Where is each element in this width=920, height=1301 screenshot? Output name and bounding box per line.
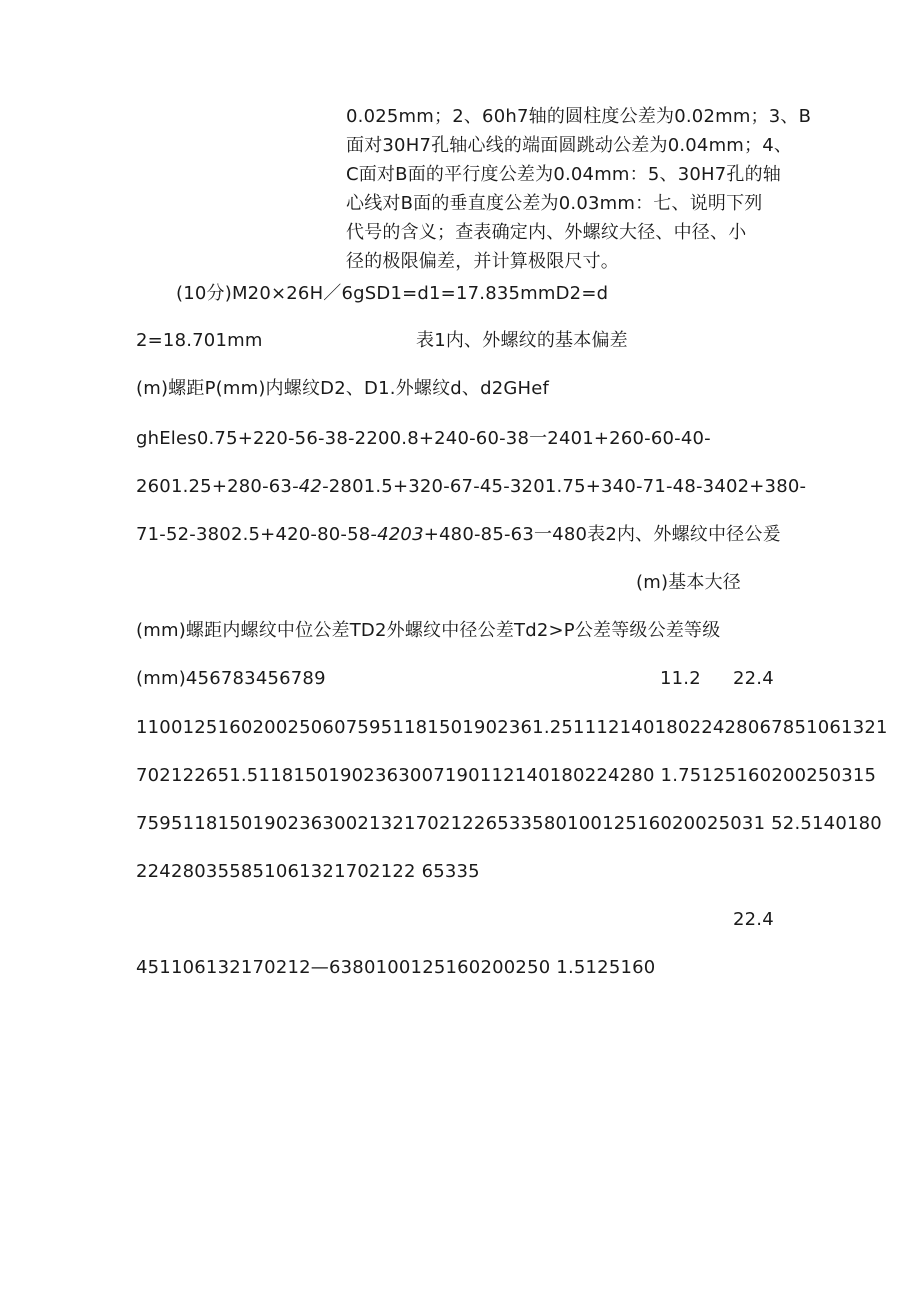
last-row: 451106132170212—6380100125160200250 1.5125160 [136,957,656,978]
range-c: 22.4 [733,909,774,930]
intro-line: 径的极限偏差，并计算极限尺寸。 [346,251,619,272]
intro-line: C面对B面的平行度公差为0.04mm：5、30H7孔的轴 [346,164,782,185]
table2-unit-label: (m)基本大径 [636,572,741,593]
data-row [136,474,806,500]
intro-paragraph [346,102,812,276]
table1-title: 表1内、外螺纹的基本偏差 [416,330,628,351]
data-row [136,522,781,548]
range-a: 11.2 [660,668,701,689]
data-row-text: 2801.5+320-67-45-3201.75+340-71-48-3402+380- [328,476,807,497]
numeric-row: 224280355851061321702122 65335 [136,861,480,882]
data-row-italic: -42- [292,476,329,497]
data-row-text: 71-52-3802.5+420-80-58 [136,524,371,545]
data-row-text: 2601.25+280-63 [136,476,293,497]
data-row-italic: -4203+ [370,524,440,545]
table2-header: (mm)螺距内螺纹中位公差TD2外螺纹中径公差Td2>P公差等级公差等级 [136,620,721,641]
intro-line: 心线对B面的垂直度公差为0.03mm：七、说明下列 [346,193,763,214]
numeric-row: 11001251602002506075951181501902361.25111214018022428067851061321 [136,717,888,738]
numeric-row: 702122651.51181501902363007190112140180224280 1.75125160200250315 [136,765,877,786]
intro-line: 0.025mm；2、60h7轴的圆柱度公差为0.02mm；3、B [346,106,812,127]
table2-grades: (mm)456783456789 [136,668,326,689]
table1-header: (m)螺距P(mm)内螺纹D2、D1.外螺纹d、d2GHef [136,378,550,399]
d2-value: 2=18.701mm [136,330,263,351]
intro-line: 代号的含义；查表确定内、外螺纹大径、中径、小 [346,222,747,243]
numeric-row: 759511815019023630021321702122653358010012516020025031 52.5140180 [136,813,882,834]
intro-line: 面对30H7孔轴心线的端面圆跳动公差为0.04mm；4、 [346,135,793,156]
question-line: (10分)M20×26H／6gSD1=d1=17.835mmD2=d [176,283,609,304]
data-row-text: 480-85-63一480表2内、外螺纹中径公爰 [439,524,781,545]
data-row: ghEles0.75+220-56-38-2200.8+240-60-38一2401+260-60-40- [136,428,711,449]
range-b: 22.4 [733,668,774,689]
